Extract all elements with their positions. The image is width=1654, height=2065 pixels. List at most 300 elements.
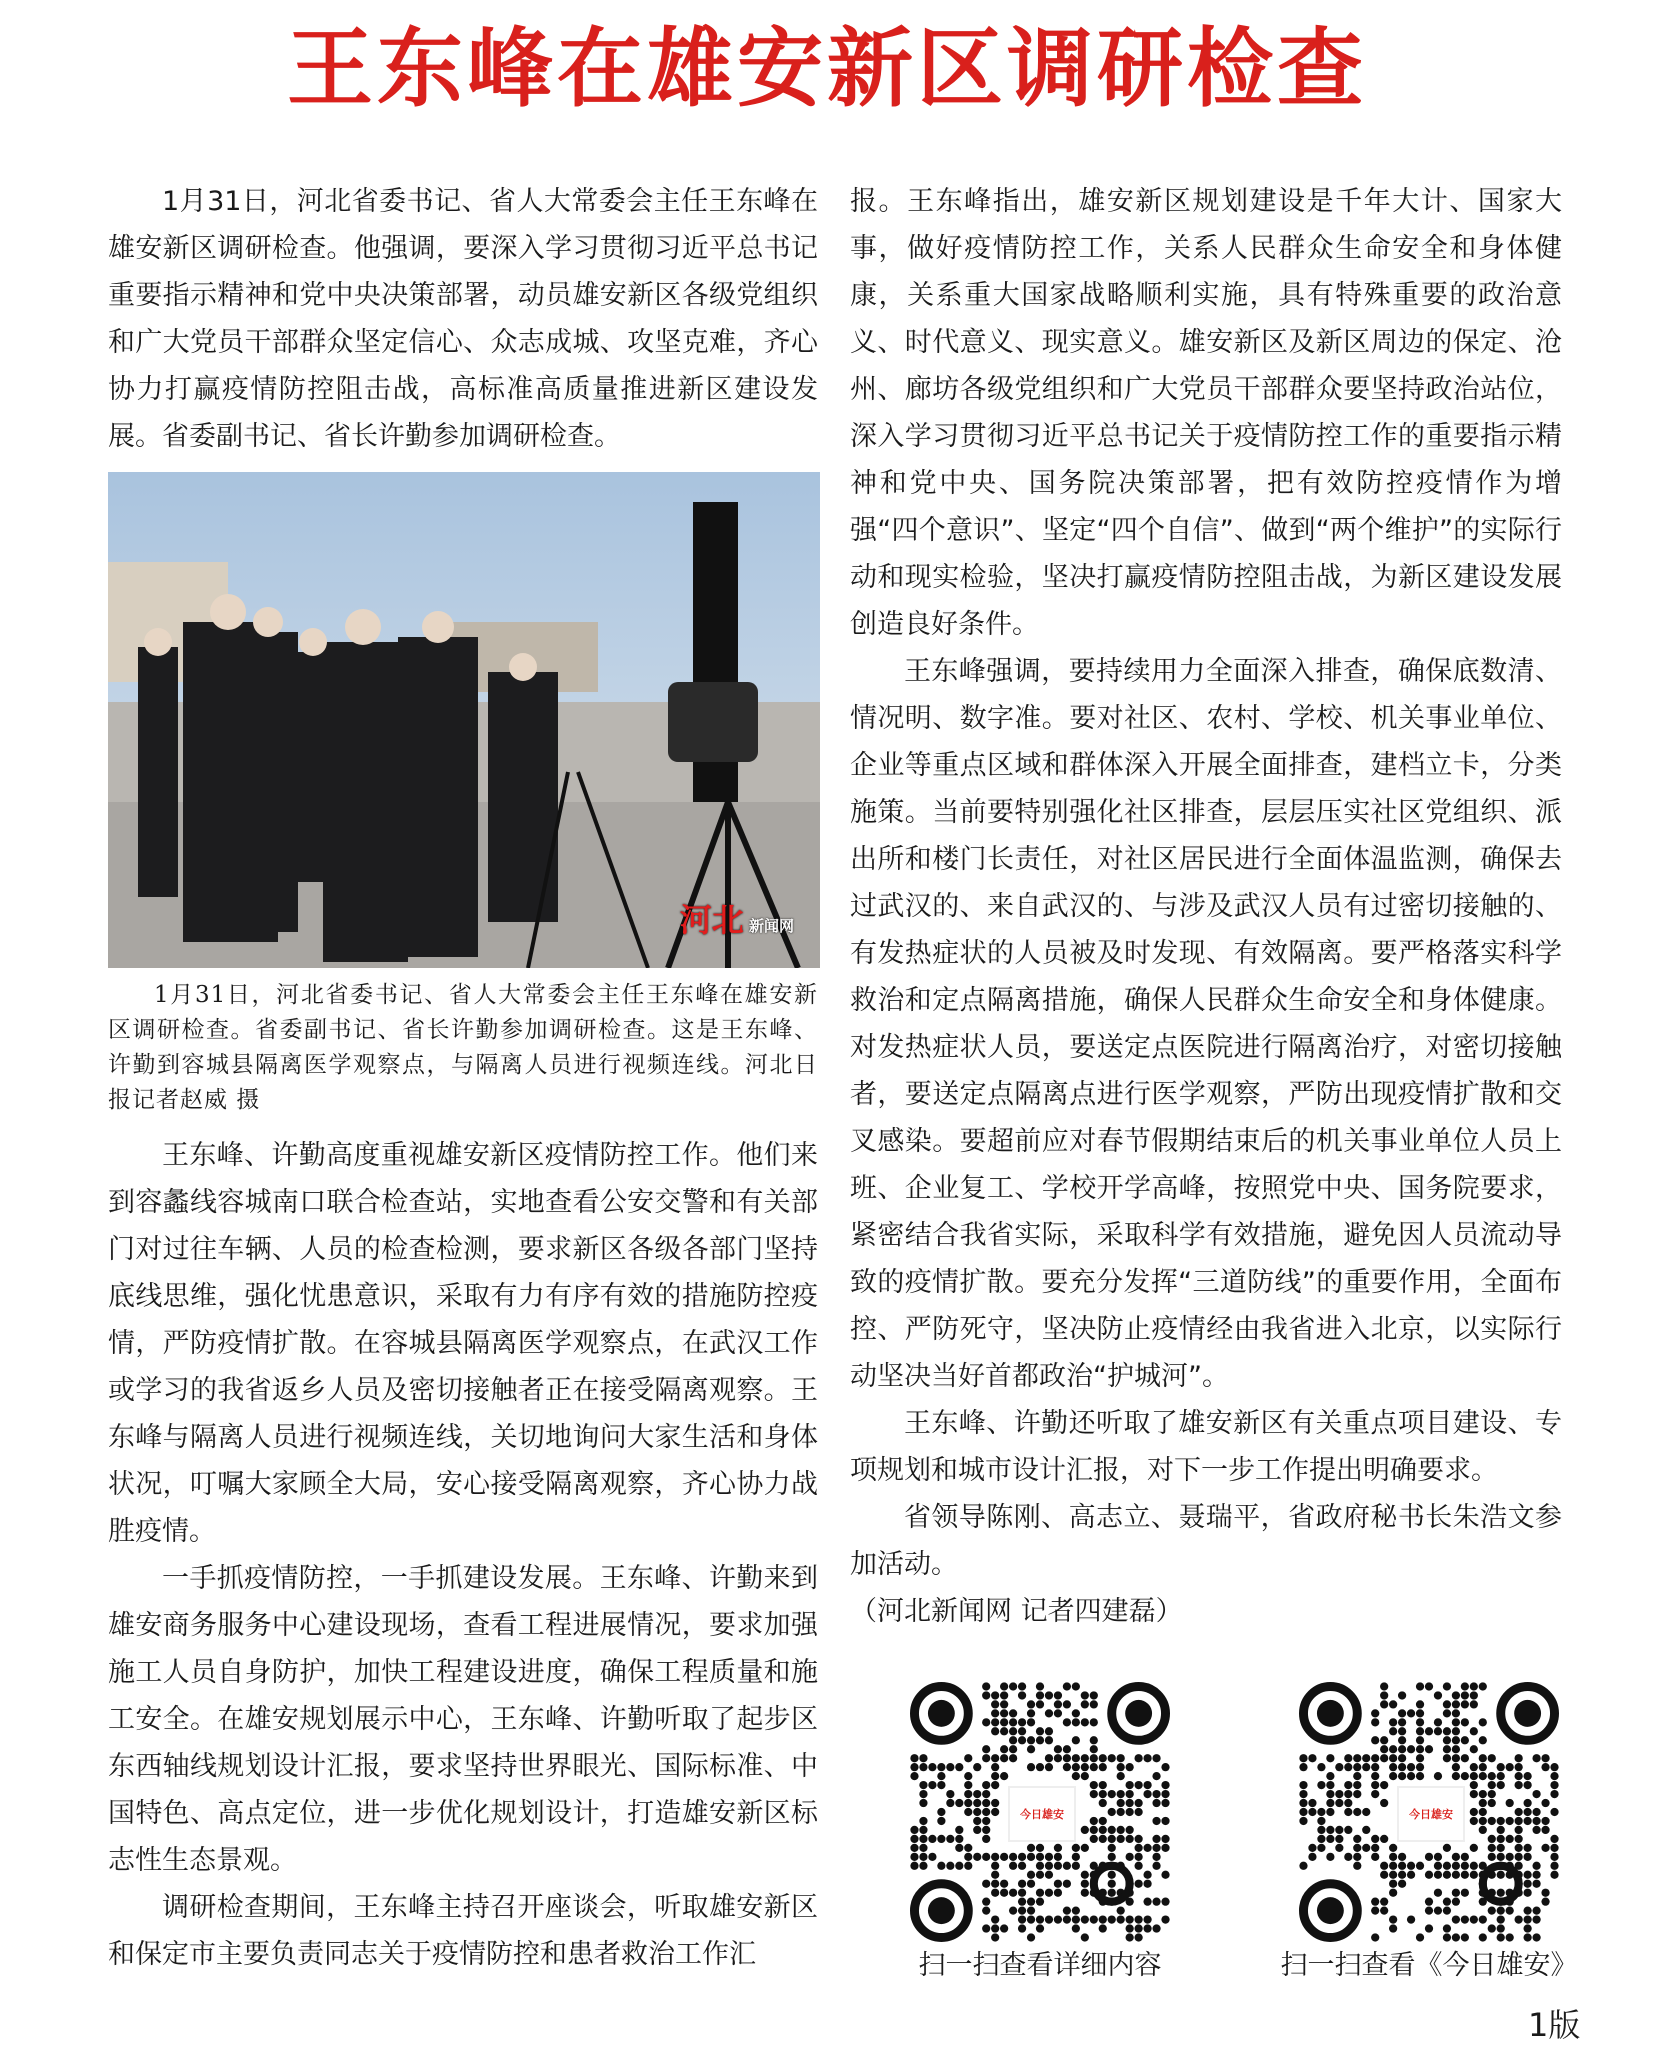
qr-dot xyxy=(1389,1754,1397,1762)
qr-dot xyxy=(1452,1727,1460,1735)
qr-dot xyxy=(955,1835,963,1843)
qr-dot xyxy=(1497,1906,1505,1914)
qr-dot xyxy=(1009,1889,1017,1897)
qr-dot xyxy=(1000,1924,1008,1932)
qr-dot xyxy=(1108,1835,1116,1843)
qr-dot xyxy=(1470,1915,1478,1923)
qr-dot xyxy=(1416,1754,1424,1762)
qr-dot xyxy=(1134,1754,1142,1762)
qr-dot xyxy=(1425,1871,1433,1879)
qr-dot xyxy=(1054,1880,1062,1888)
qr-dot xyxy=(1461,1915,1469,1923)
qr-dot xyxy=(1362,1754,1370,1762)
qr-dot xyxy=(1470,1727,1478,1735)
qr-dot xyxy=(1416,1682,1424,1690)
qr-dot xyxy=(1470,1871,1478,1879)
qr-dot xyxy=(1027,1933,1035,1941)
qr-dot xyxy=(991,1871,999,1879)
qr-dot xyxy=(1380,1682,1388,1690)
qr-dot xyxy=(982,1781,990,1789)
qr-dot xyxy=(1470,1682,1478,1690)
qr-dot xyxy=(1497,1924,1505,1932)
qr-dot xyxy=(1108,1844,1116,1852)
qr-dot xyxy=(1152,1817,1160,1825)
qr-dot xyxy=(991,1781,999,1789)
qr-dot xyxy=(1063,1745,1071,1753)
qr-dot xyxy=(1371,1781,1379,1789)
qr-dot xyxy=(1317,1817,1325,1825)
qr-dot xyxy=(1099,1790,1107,1798)
qr-dot xyxy=(1389,1700,1397,1708)
qr-dot xyxy=(955,1763,963,1771)
qr-dot xyxy=(1108,1915,1116,1923)
qr-dot xyxy=(937,1781,945,1789)
qr-dot xyxy=(1335,1799,1343,1807)
qr-dot xyxy=(1452,1853,1460,1861)
qr-dot xyxy=(1506,1799,1514,1807)
qr-dot xyxy=(1027,1745,1035,1753)
qr-dot xyxy=(1299,1790,1307,1798)
qr-dot xyxy=(1515,1781,1523,1789)
qr-dot xyxy=(1072,1709,1080,1717)
qr-dot xyxy=(991,1727,999,1735)
qr-dot xyxy=(1099,1817,1107,1825)
qr-dot xyxy=(1380,1862,1388,1870)
qr-dot xyxy=(1126,1853,1134,1861)
qr-dot xyxy=(1461,1889,1469,1897)
qr-dot xyxy=(1470,1763,1478,1771)
qr-dot xyxy=(973,1853,981,1861)
qr-dot xyxy=(1081,1871,1089,1879)
qr-dot xyxy=(1550,1835,1558,1843)
qr-dot xyxy=(1000,1745,1008,1753)
qr-dot xyxy=(1425,1727,1433,1735)
qr-dot xyxy=(1434,1772,1442,1780)
qr-dot xyxy=(910,1772,918,1780)
qr-dot xyxy=(1117,1772,1125,1780)
qr-dot xyxy=(1523,1853,1531,1861)
qr-dot xyxy=(982,1691,990,1699)
qr-dot xyxy=(1550,1763,1558,1771)
qr-dot xyxy=(1117,1808,1125,1816)
qr-dot xyxy=(1143,1781,1151,1789)
qr-dot xyxy=(1488,1781,1496,1789)
qr-dot xyxy=(955,1844,963,1852)
qr-code-today-xiongan[interactable] xyxy=(1264,1682,1594,1984)
qr-dot xyxy=(1326,1835,1334,1843)
right-column xyxy=(850,178,1562,1635)
qr-dot xyxy=(1134,1915,1142,1923)
qr-dot xyxy=(1452,1933,1460,1941)
qr-dot xyxy=(982,1718,990,1726)
qr-dot xyxy=(1389,1915,1397,1923)
qr-dot xyxy=(1036,1727,1044,1735)
qr-dot xyxy=(1398,1745,1406,1753)
qr-dot xyxy=(1479,1763,1487,1771)
qr-dot xyxy=(1523,1880,1531,1888)
qr-dot xyxy=(973,1817,981,1825)
qr-dot xyxy=(1090,1781,1098,1789)
qr-dot xyxy=(1161,1835,1169,1843)
qr-dot xyxy=(1335,1763,1343,1771)
qr-dot xyxy=(955,1826,963,1834)
qr-dot xyxy=(1081,1718,1089,1726)
qr-dot xyxy=(1117,1915,1125,1923)
qr-dot xyxy=(1126,1924,1134,1932)
qr-dot xyxy=(1371,1835,1379,1843)
qr-dot xyxy=(1072,1718,1080,1726)
qr-dot xyxy=(1353,1862,1361,1870)
qr-dot xyxy=(1045,1915,1053,1923)
qr-dot xyxy=(991,1718,999,1726)
qr-dot xyxy=(937,1763,945,1771)
qr-dot xyxy=(1452,1736,1460,1744)
qr-dot xyxy=(1380,1691,1388,1699)
qr-dot xyxy=(1072,1924,1080,1932)
qr-dot xyxy=(1362,1844,1370,1852)
qr-dot xyxy=(1000,1682,1008,1690)
qr-dot xyxy=(1362,1808,1370,1816)
qr-dot xyxy=(973,1790,981,1798)
qr-dot xyxy=(1353,1790,1361,1798)
qr-dot xyxy=(1461,1772,1469,1780)
qr-dot xyxy=(1523,1924,1531,1932)
qr-dot xyxy=(1134,1781,1142,1789)
qr-dot xyxy=(1000,1772,1008,1780)
qr-dot xyxy=(1470,1691,1478,1699)
qr-dot xyxy=(1090,1754,1098,1762)
qr-dot xyxy=(1009,1754,1017,1762)
qr-dot xyxy=(1063,1700,1071,1708)
qr-dot xyxy=(1018,1906,1026,1914)
qr-finder-center xyxy=(1317,1700,1344,1727)
qr-dot xyxy=(1000,1727,1008,1735)
qr-dot xyxy=(1470,1781,1478,1789)
qr-dot xyxy=(1054,1862,1062,1870)
qr-dot xyxy=(1152,1754,1160,1762)
qr-dot xyxy=(1045,1691,1053,1699)
qr-dot xyxy=(1081,1691,1089,1699)
qr-dot xyxy=(964,1799,972,1807)
qr-dot xyxy=(1326,1790,1334,1798)
qr-dot xyxy=(1407,1772,1415,1780)
qr-dot xyxy=(1532,1871,1540,1879)
qr-dot xyxy=(1470,1745,1478,1753)
qr-dot xyxy=(1143,1880,1151,1888)
qr-dot xyxy=(1506,1835,1514,1843)
qr-dot xyxy=(1515,1826,1523,1834)
qr-dot xyxy=(1488,1924,1496,1932)
qr-dot xyxy=(1027,1906,1035,1914)
headline: 王东峰在雄安新区调研检查 xyxy=(287,18,1367,119)
qr-dot xyxy=(973,1799,981,1807)
qr-dot xyxy=(1045,1871,1053,1879)
qr-dot xyxy=(1161,1898,1169,1906)
qr-dot xyxy=(964,1844,972,1852)
qr-dot xyxy=(1550,1790,1558,1798)
qr-dot xyxy=(1488,1754,1496,1762)
qr-dot xyxy=(1371,1709,1379,1717)
qr-dot xyxy=(1117,1826,1125,1834)
qr-dot xyxy=(946,1835,954,1843)
qr-dot xyxy=(1108,1889,1116,1897)
qr-dot xyxy=(1161,1915,1169,1923)
qr-dot xyxy=(1036,1889,1044,1897)
qr-finder-center xyxy=(1317,1897,1344,1924)
qr-dot xyxy=(1479,1718,1487,1726)
qr-dot xyxy=(1434,1727,1442,1735)
qr-dot xyxy=(1326,1781,1334,1789)
qr-dot xyxy=(1108,1826,1116,1834)
qr-dot xyxy=(991,1691,999,1699)
qr-dot xyxy=(937,1808,945,1816)
qr-dot xyxy=(1380,1754,1388,1762)
qr-dot xyxy=(1000,1700,1008,1708)
qr-dot xyxy=(1515,1853,1523,1861)
qr-dot xyxy=(1497,1826,1505,1834)
qr-dot xyxy=(1054,1915,1062,1923)
qr-dot xyxy=(1506,1906,1514,1914)
qr-dot xyxy=(1380,1898,1388,1906)
qr-dot xyxy=(973,1808,981,1816)
qr-dot xyxy=(1434,1718,1442,1726)
qr-dot xyxy=(1143,1915,1151,1923)
qr-dot xyxy=(1108,1790,1116,1798)
qr-dot xyxy=(1416,1700,1424,1708)
qr-dot xyxy=(991,1924,999,1932)
qr-dot xyxy=(1523,1808,1531,1816)
qr-dot xyxy=(1425,1853,1433,1861)
qr-dot xyxy=(1317,1763,1325,1771)
qr-dot xyxy=(1081,1844,1089,1852)
qr-dot xyxy=(1541,1898,1549,1906)
qr-dot xyxy=(1398,1736,1406,1744)
qr-dot xyxy=(1009,1709,1017,1717)
qr-finder-center xyxy=(928,1700,955,1727)
qr-dot xyxy=(1054,1853,1062,1861)
qr-dot xyxy=(1398,1871,1406,1879)
qr-dot xyxy=(1523,1889,1531,1897)
qr-dot xyxy=(1054,1844,1062,1852)
qr-dot xyxy=(991,1862,999,1870)
qr-dot xyxy=(1090,1790,1098,1798)
qr-dot xyxy=(1344,1826,1352,1834)
qr-dot xyxy=(1479,1682,1487,1690)
qr-dot xyxy=(1152,1835,1160,1843)
article-paragraph: 王东峰、许勤还听取了雄安新区有关重点项目建设、专项规划和城市设计汇报，对下一步工作提出明确要求。 xyxy=(850,1408,1562,1486)
qr-dot xyxy=(1344,1799,1352,1807)
qr-dot xyxy=(1488,1853,1496,1861)
qr-dot xyxy=(1036,1763,1044,1771)
qr-dot xyxy=(1479,1808,1487,1816)
qr-dot xyxy=(1045,1862,1053,1870)
qr-dot xyxy=(991,1889,999,1897)
qr-dot xyxy=(1009,1718,1017,1726)
qr-dot xyxy=(1353,1781,1361,1789)
qr-dot xyxy=(1299,1763,1307,1771)
qr-dot xyxy=(1018,1889,1026,1897)
qr-dot xyxy=(1452,1763,1460,1771)
qr-dot xyxy=(1090,1745,1098,1753)
qr-dot xyxy=(1081,1889,1089,1897)
qr-dot xyxy=(1054,1889,1062,1897)
qr-dot xyxy=(1398,1853,1406,1861)
qr-dot xyxy=(1550,1844,1558,1852)
qr-dot xyxy=(1398,1691,1406,1699)
qr-dot xyxy=(1407,1709,1415,1717)
qr-code-details[interactable] xyxy=(890,1682,1190,1984)
qr-code-icon[interactable] xyxy=(910,1682,1170,1942)
qr-dot xyxy=(982,1835,990,1843)
qr-dot xyxy=(1045,1754,1053,1762)
qr-dot xyxy=(919,1844,927,1852)
qr-dot xyxy=(1353,1808,1361,1816)
qr-dot xyxy=(1099,1763,1107,1771)
left-column xyxy=(108,178,818,1978)
qr-dot xyxy=(1045,1736,1053,1744)
qr-dot xyxy=(1299,1781,1307,1789)
qr-dot xyxy=(1443,1754,1451,1762)
qr-dot xyxy=(1479,1915,1487,1923)
qr-dot xyxy=(1335,1790,1343,1798)
qr-dot xyxy=(1036,1862,1044,1870)
qr-dot xyxy=(1398,1709,1406,1717)
qr-dot xyxy=(919,1763,927,1771)
qr-dot xyxy=(1461,1682,1469,1690)
qr-dot xyxy=(946,1862,954,1870)
qr-dot xyxy=(1027,1763,1035,1771)
qr-dot xyxy=(1081,1772,1089,1780)
qr-dot xyxy=(1317,1844,1325,1852)
qr-label: 扫一扫查看详细内容 xyxy=(918,1950,1162,1981)
qr-dot xyxy=(1000,1709,1008,1717)
qr-dot xyxy=(1126,1808,1134,1816)
qr-dot xyxy=(1152,1799,1160,1807)
qr-dot xyxy=(1550,1853,1558,1861)
qr-code-icon[interactable] xyxy=(1299,1682,1559,1942)
qr-dot xyxy=(1090,1835,1098,1843)
qr-dot xyxy=(1117,1799,1125,1807)
qr-dot xyxy=(1036,1736,1044,1744)
qr-dot xyxy=(1054,1754,1062,1762)
qr-dot xyxy=(1532,1915,1540,1923)
qr-dot xyxy=(1117,1763,1125,1771)
qr-dot xyxy=(1532,1826,1540,1834)
qr-dot xyxy=(1072,1736,1080,1744)
qr-dot xyxy=(1506,1853,1514,1861)
qr-dot xyxy=(1497,1817,1505,1825)
qr-dot xyxy=(1018,1853,1026,1861)
qr-dot xyxy=(1398,1772,1406,1780)
qr-dot xyxy=(1036,1691,1044,1699)
qr-dot xyxy=(1152,1844,1160,1852)
qr-dot xyxy=(964,1862,972,1870)
photo-caption: 1月31日，河北省委书记、省人大常委会主任王东峰在雄安新区调研检查。省委副书记、省长许勤参加调研检查。这是王东峰、许勤到容城县隔离医学观察点，与隔离人员进行视频连线。河北日报记者赵威 摄 xyxy=(108,982,818,1113)
qr-dot xyxy=(1143,1844,1151,1852)
qr-logo: 今日雄安 xyxy=(1397,1786,1465,1842)
article-paragraph: 王东峰强调，要持续用力全面深入排查，确保底数清、情况明、数字准。要对社区、农村、学校、机关事业单位、企业等重点区域和群体深入开展全面排查，建档立卡，分类施策。当前要特别强化社区排查，层层压实社区党组织、派出所和楼门长责任，对社区居民进行全面体温监测，确保去过武汉的、来自武汉的、与涉及武汉人员有过密切接触的、有发热症状的人员被及时发现、有效隔离。要严格落实科学救治和定点隔离措施，确保人民群众生命安全和身体健康。对发热症状人员，要送定点医院进行隔离治疗，对密切接触者，要送定点隔离点进行医学观察，严防出现疫情扩散和交叉感染。要超前应对春节假期结束后的机关事业单位人员上班、企业复工、学校开学高峰，按照党中央、国务院要求，紧密结合我省实际，采取科学有效措施，避免因人员流动导致的疫情扩散。要充分发挥“三道防线”的重要作用，全面布控、严防死守，坚决防止疫情经由我省进入北京，以实际行动坚决当好首都政治“护城河”。 xyxy=(850,656,1562,1392)
qr-dot xyxy=(1054,1700,1062,1708)
qr-dot xyxy=(1090,1826,1098,1834)
qr-dot xyxy=(919,1790,927,1798)
qr-dot xyxy=(1063,1906,1071,1914)
qr-dot xyxy=(1541,1754,1549,1762)
qr-dot xyxy=(1045,1889,1053,1897)
qr-dot xyxy=(1099,1799,1107,1807)
qr-dot xyxy=(1134,1799,1142,1807)
qr-dot xyxy=(1497,1889,1505,1897)
qr-dot xyxy=(1152,1862,1160,1870)
qr-dot xyxy=(1497,1853,1505,1861)
qr-dot xyxy=(1416,1772,1424,1780)
qr-dot xyxy=(928,1781,936,1789)
qr-dot xyxy=(1461,1691,1469,1699)
qr-dot xyxy=(1541,1889,1549,1897)
qr-dot xyxy=(1353,1844,1361,1852)
qr-dot xyxy=(1488,1844,1496,1852)
qr-dot xyxy=(1380,1700,1388,1708)
qr-dot xyxy=(919,1835,927,1843)
qr-dot xyxy=(1326,1799,1334,1807)
qr-dot xyxy=(982,1754,990,1762)
qr-dot xyxy=(1027,1898,1035,1906)
qr-dot xyxy=(1407,1862,1415,1870)
qr-dot xyxy=(982,1924,990,1932)
qr-dot xyxy=(991,1772,999,1780)
byline: （河北新闻网 记者四建磊） xyxy=(850,1596,1183,1627)
qr-dot xyxy=(1461,1862,1469,1870)
qr-dot xyxy=(1143,1898,1151,1906)
qr-dot xyxy=(1532,1880,1540,1888)
qr-finder-center xyxy=(928,1897,955,1924)
qr-dot xyxy=(1389,1889,1397,1897)
qr-dot xyxy=(1461,1853,1469,1861)
qr-dot xyxy=(1027,1709,1035,1717)
qr-dot xyxy=(1443,1898,1451,1906)
qr-dot xyxy=(1416,1745,1424,1753)
qr-dot xyxy=(1081,1880,1089,1888)
qr-dot xyxy=(1072,1682,1080,1690)
qr-dot xyxy=(1134,1844,1142,1852)
qr-dot xyxy=(1072,1862,1080,1870)
qr-dot xyxy=(1117,1754,1125,1762)
qr-dot xyxy=(946,1799,954,1807)
qr-dot xyxy=(1027,1871,1035,1879)
article-paragraph: 1月31日，河北省委书记、省人大常委会主任王东峰在雄安新区调研检查。他强调，要深入学习贯彻习近平总书记重要指示精神和党中央决策部署，动员雄安新区各级党组织和广大党员干部群众坚定信心、众志成城、攻坚克难，齐心协力打赢疫情防控阻击战，高标准高质量推进新区建设发展。省委副书记、省长许勤参加调研检查。 xyxy=(108,186,818,452)
qr-dot xyxy=(1143,1871,1151,1879)
qr-dot xyxy=(1434,1871,1442,1879)
qr-dot xyxy=(1018,1736,1026,1744)
qr-dot xyxy=(1027,1880,1035,1888)
qr-dot xyxy=(1452,1862,1460,1870)
qr-dot xyxy=(1081,1700,1089,1708)
qr-dot xyxy=(1317,1781,1325,1789)
qr-dot xyxy=(1380,1799,1388,1807)
qr-label: 扫一扫查看《今日雄安》 xyxy=(1280,1950,1578,1981)
qr-dot xyxy=(1027,1853,1035,1861)
qr-dot xyxy=(1371,1718,1379,1726)
qr-dot xyxy=(1488,1906,1496,1914)
qr-dot xyxy=(1523,1799,1531,1807)
qr-dot xyxy=(1461,1736,1469,1744)
qr-dot xyxy=(1152,1853,1160,1861)
qr-dot xyxy=(1443,1682,1451,1690)
qr-dot xyxy=(1108,1808,1116,1816)
qr-dot xyxy=(1027,1700,1035,1708)
qr-dot xyxy=(1099,1915,1107,1923)
qr-dot xyxy=(1479,1933,1487,1941)
qr-dot xyxy=(1452,1898,1460,1906)
